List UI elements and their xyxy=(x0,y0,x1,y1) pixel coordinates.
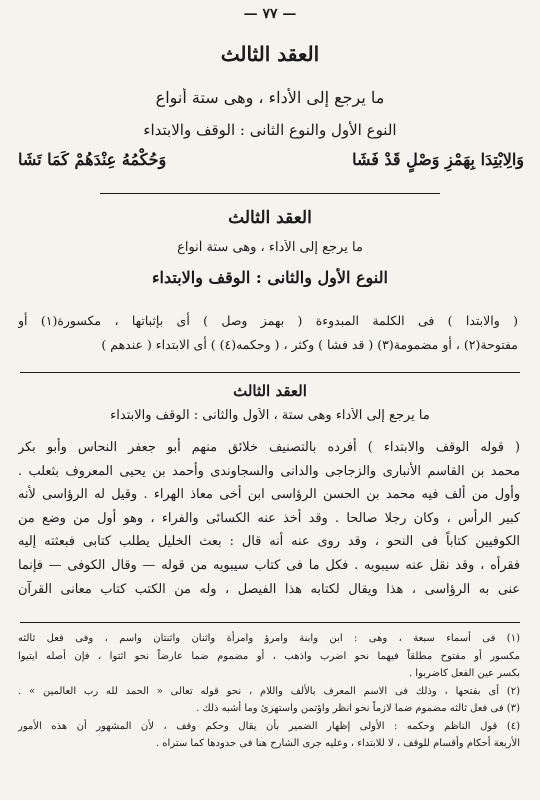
verse-second-hemistich: وَحُكْمُهُ عِنْدَهُمْ كَمَا تَشَا xyxy=(18,150,167,169)
verse-first-hemistich: وَالِابْتِدَا بِهَمْزِ وَصْلٍ قَدْ فَشَا xyxy=(352,150,524,169)
sharh2-subtitle: ما يرجع إلى الأداء وهى ستة ، الأول والثانى : الوقف والابتداء xyxy=(110,408,430,423)
footnote-line: (٤) قول الناظم وحكمه : الأولى إظهار الضمير بأن يقال وحكم وقف ، لأن المشهور أن هذه الأمور xyxy=(18,720,520,732)
footnote-divider xyxy=(20,622,520,623)
sharh1-subtitle: ما يرجع إلى الأداء ، وهى ستة أنواع xyxy=(177,240,363,255)
footnote-line: مكسور أو مفتوح مطلقاً فيهما نحو اضرب واذهب ، أو مضموم ضما عارضاً نحو ائتوا ، فإن أصله ايتيوا xyxy=(18,650,520,662)
text-line: فقرأه ، وقد نقل عنه سيبويه . فكل ما فى كتاب سيبويه من قوله — وقال الكوفى — فإنما xyxy=(18,557,520,573)
divider xyxy=(100,193,440,194)
text-line: ( والابتدا ) فى الكلمة المبدوءة ( بهمز وصل ) أى بإثباتها ، مكسورة(١) أو xyxy=(18,313,518,328)
footnote-line: الأربعة أحكام وأقسام للوقف ، لا للابتداء ، وعليه جرى الشارح هنا فى حدودها كما ستراه . xyxy=(155,738,520,749)
text-line: محمد بن القاسم الأنبارى والزجاجى والدانى والسجاوندى وأحمد بن يحيى المعروف بثعلب . xyxy=(18,463,520,479)
text-line: الكوفيين كتاباً فى النحو ، وقد روى عنه أنه قال : بعث الخليل يطلب كتابى فبعثته إليه xyxy=(18,534,520,550)
sharh2-text xyxy=(18,436,520,601)
footnote-line: بكسر عين الفعل كاضربوا . xyxy=(408,668,520,679)
divider xyxy=(20,372,520,373)
text-line: ( قوله الوقف والابتداء ) أفرده بالتصنيف خلائق منهم أبو جعفر النحاس وأبو بكر xyxy=(18,440,520,455)
text-line: وأول من ألف فيه محمد بن الحسن الرؤاسى ابن أخى معاذ الهراء . وقيل له الرؤاسى لأنه xyxy=(18,487,520,503)
matn-subtitle: ما يرجع إلى الأداء ، وهى ستة أنواع xyxy=(155,88,385,107)
sharh2-heading: العقد الثالث xyxy=(233,382,307,400)
sharh1-heading: العقد الثالث xyxy=(228,208,312,228)
footnotes xyxy=(18,630,520,753)
matn-heading: العقد الثالث xyxy=(220,42,320,66)
text-line: عنى به الرؤاسى ، هذا ويقال لكتابه هذا الفيصل ، وله من الكتب كتاب معانى القرآن xyxy=(18,581,520,597)
footnote-line: (٣) فى فعل ثالثه مضموم ضما لازماً نحو انظر واؤتمن واستهزئ وما أشبه ذلك . xyxy=(196,703,520,714)
sharh1-text xyxy=(18,309,518,356)
page-number: — ٧٧ — xyxy=(243,6,297,22)
footnote-line: (١) فى أسماء سبعة ، وهى : ابن وابنة وامرؤ وامرأة واثنان واثنتان واسم ، وفى فعل ثالثه xyxy=(18,633,520,644)
verse-line xyxy=(18,150,524,169)
sharh1-types: النوع الأول والثانى : الوقف والابتداء xyxy=(152,268,388,287)
text-line: كبير الرأس ، وكان رجلا صالحا . وقد أخذ عنه الكسائى والفراء ، وهو أول من وضع من xyxy=(18,510,520,526)
text-line: مفتوحة(٢) ، أو مضمومة(٣) ( قد فشا ) وكثر ، ( وحكمه(٤) ) أى الابتداء ( عندهم ) xyxy=(101,336,518,352)
matn-types: النوع الأول والنوع الثانى : الوقف والابتداء xyxy=(143,121,397,139)
footnote-line: (٢) أى بفتحها ، وذلك فى الاسم المعرف بالألف واللام ، نحو قوله تعالى « الحمد لله رب العالمين » . xyxy=(18,685,520,697)
